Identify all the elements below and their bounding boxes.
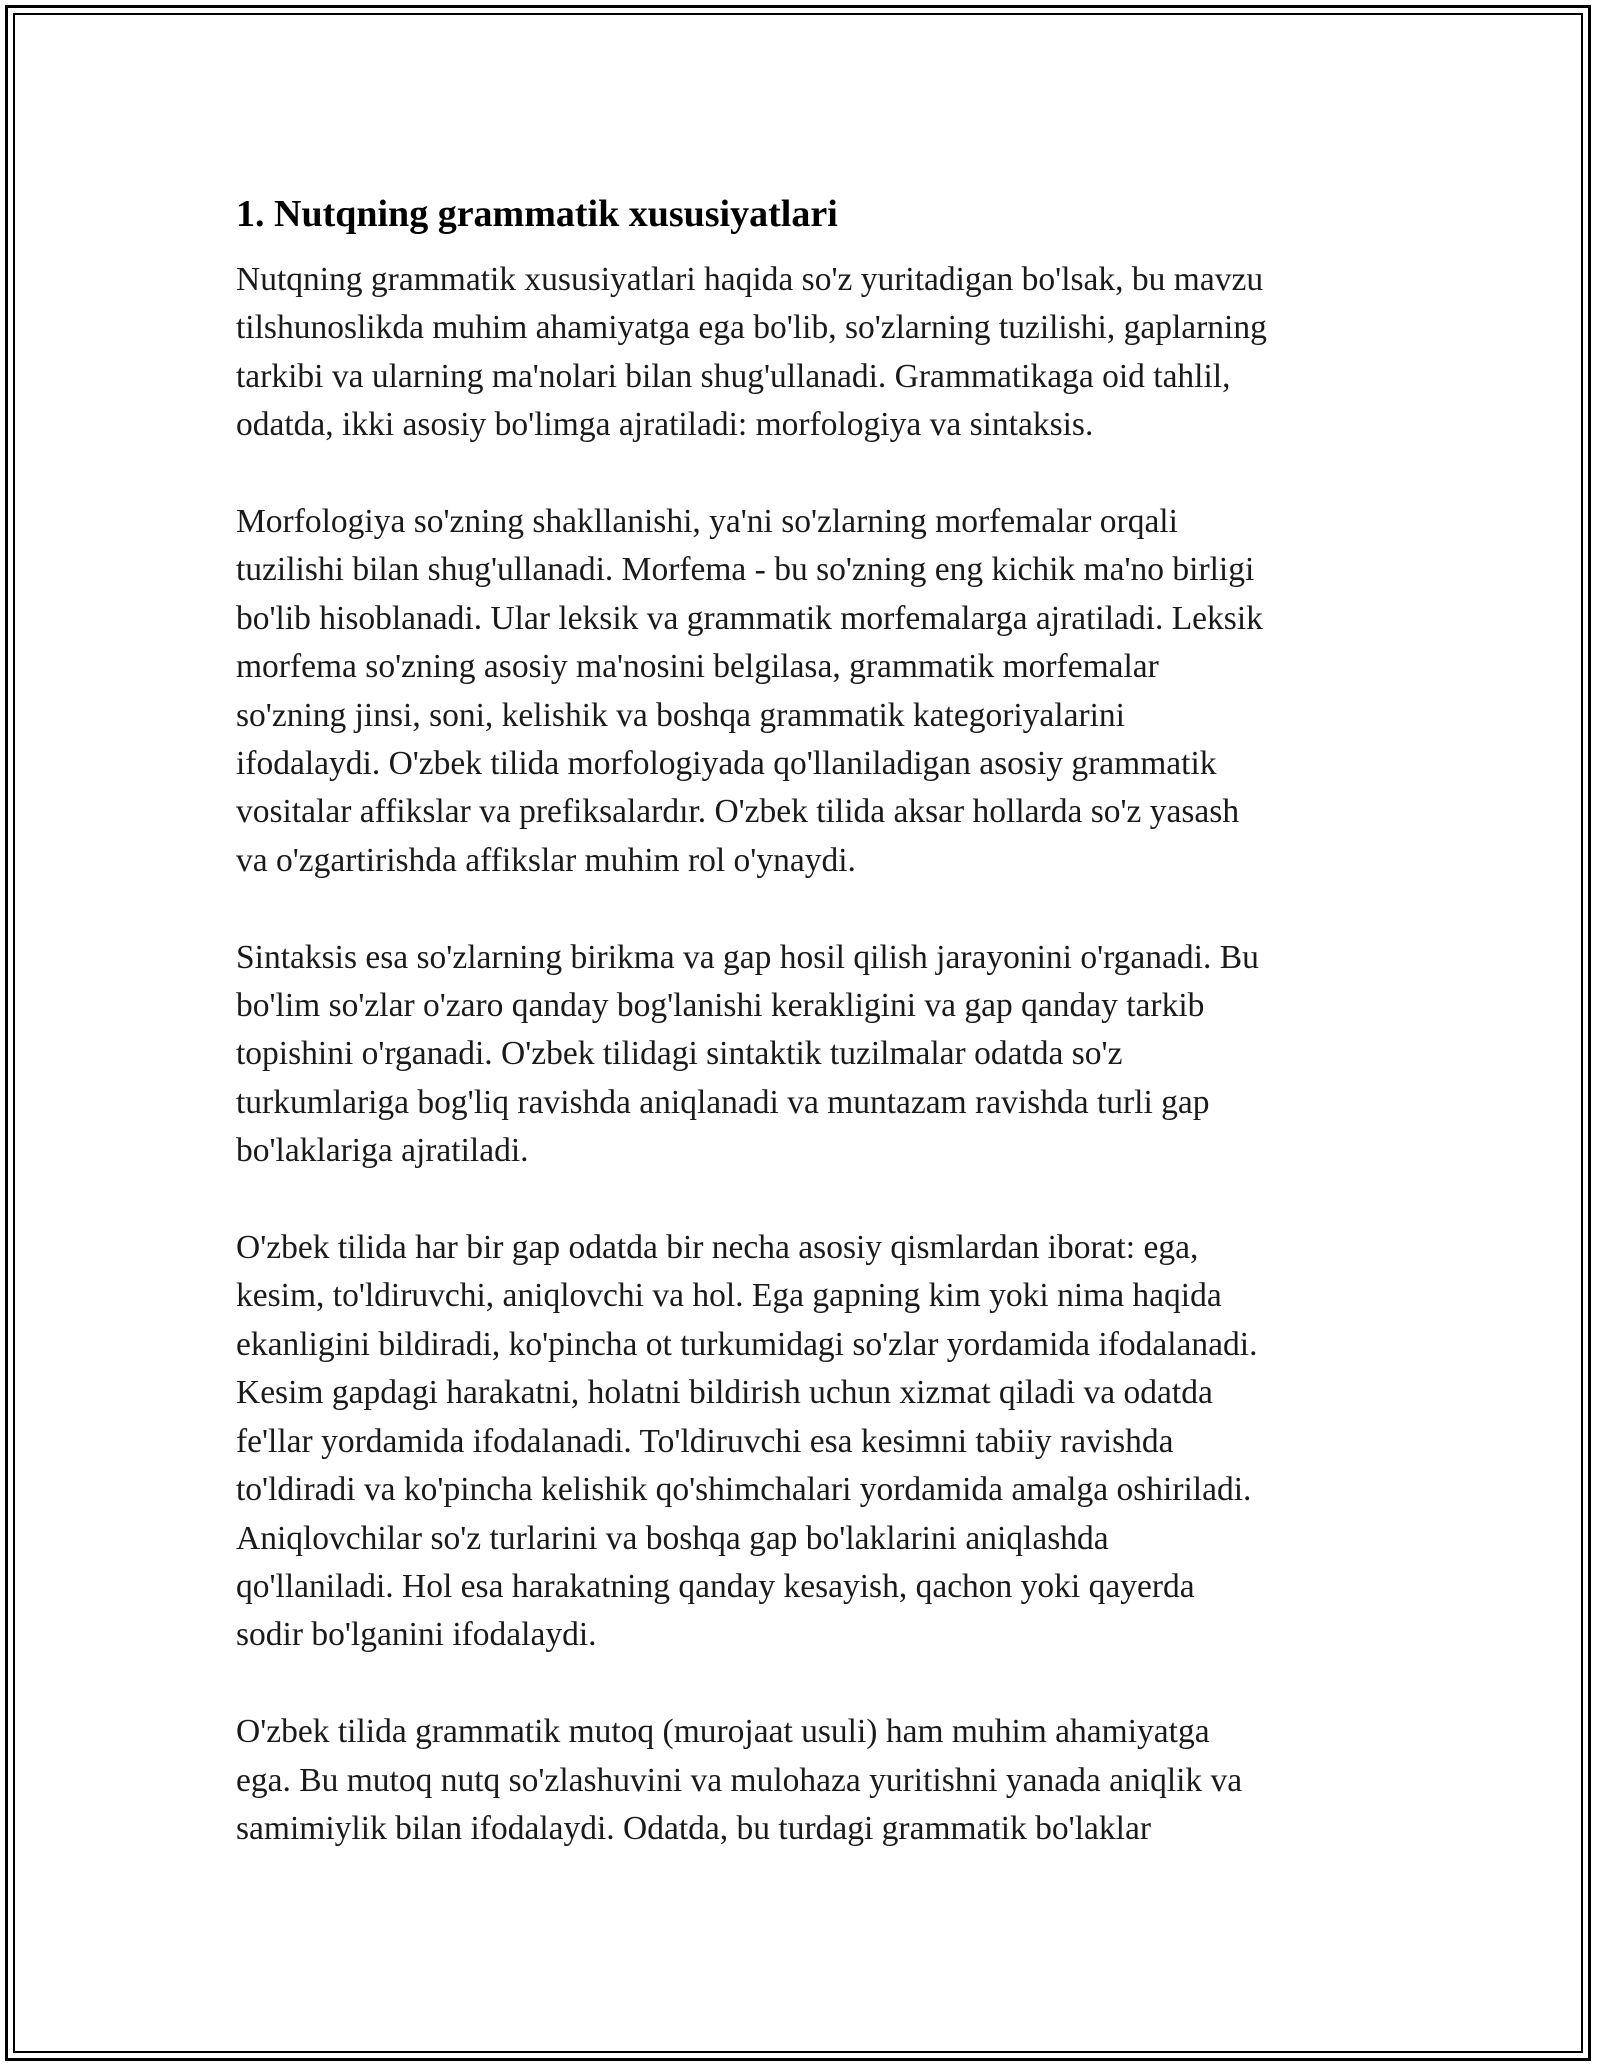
paragraph-syntax: Sintaksis esa so'zlarning birikma va gap hosil qilish jarayonini o'rganadi. Bu bo'lim so'zlar o'zaro qanday bog'lanishi kerakligini va gap qanday tarkib topishini o'rganadi. O'zbek tilidagi sintaktik tuzilmalar odatda so'z turkumlariga bog'liq ravishda aniqlanadi va muntazam ravishda turli gap bo'laklariga ajratiladi. xyxy=(236,938,1259,1170)
paragraph-sentence-parts: O'zbek tilida har bir gap odatda bir necha asosiy qismlardan iborat: ega, kesim, to'ldiruvchi, aniqlovchi va hol. Ega gapning kim yoki nima haqida ekanligini bildiradi, ko'pincha ot turkumidagi so'zlar yordamida ifodalanadi. Kesim gapdagi harakatni, holatni bildirish uchun xizmat qiladi va odatda fe'llar yordamida ifodalanadi. To'ldiruvchi esa kesimni tabiiy ravishda to'ldiradi va ko'pincha kelishik qo'shimchalari yordamida amalga oshiriladi. Aniqlovchilar so'z turlarini va boshqa gap bo'laklarini aniqlashda qo'llaniladi. Hol esa harakatning qanday kesayish, qachon yoki qayerda sodir bo'lganini ifodalaydi. xyxy=(236,1229,1258,1654)
document-body xyxy=(236,186,1406,1902)
paragraph-morphology: Morfologiya so'zning shakllanishi, ya'ni so'zlarning morfemalar orqali tuzilishi bilan shug'ullanadi. Morfema - bu so'zning eng kichik ma'no birligi bo'lib hisoblanadi. Ular leksik va grammatik morfemalarga ajratiladi. Leksik morfema so'zning asosiy ma'nosini belgilasa, grammatik morfemalar so'zning jinsi, soni, kelishik va boshqa grammatik kategoriyalarini ifodalaydi. O'zbek tilida morfologiyada qo'llaniladigan asosiy grammatik vositalar affikslar va prefiksalardır. O'zbek tilida aksar hollarda so'z yasash va o'zgartirishda affikslar muhim rol o'ynaydi. xyxy=(236,503,1263,879)
paragraph-intro: Nutqning grammatik xususiyatlari haqida so'z yuritadigan bo'lsak, bu mavzu tilshunoslikda muhim ahamiyatga ega bo'lib, so'zlarning tuzilishi, gaplarning tarkibi va ularning ma'nolari bilan shug'ullanadi. Grammatikaga oid tahlil, odatda, ikki asosiy bo'limga ajratiladi: morfologiya va sintaksis. xyxy=(236,261,1267,444)
paragraph-address-form: O'zbek tilida grammatik mutoq (murojaat usuli) ham muhim ahamiyatga ega. Bu mutoq nutq so'zlashuvini va mulohaza yuritishni yanada aniqlik va samimiylik bilan ifodalaydi. Odatda, bu turdagi grammatik bo'laklar xyxy=(236,1713,1243,1847)
section-heading: 1. Nutqning grammatik xususiyatlari xyxy=(236,193,838,235)
